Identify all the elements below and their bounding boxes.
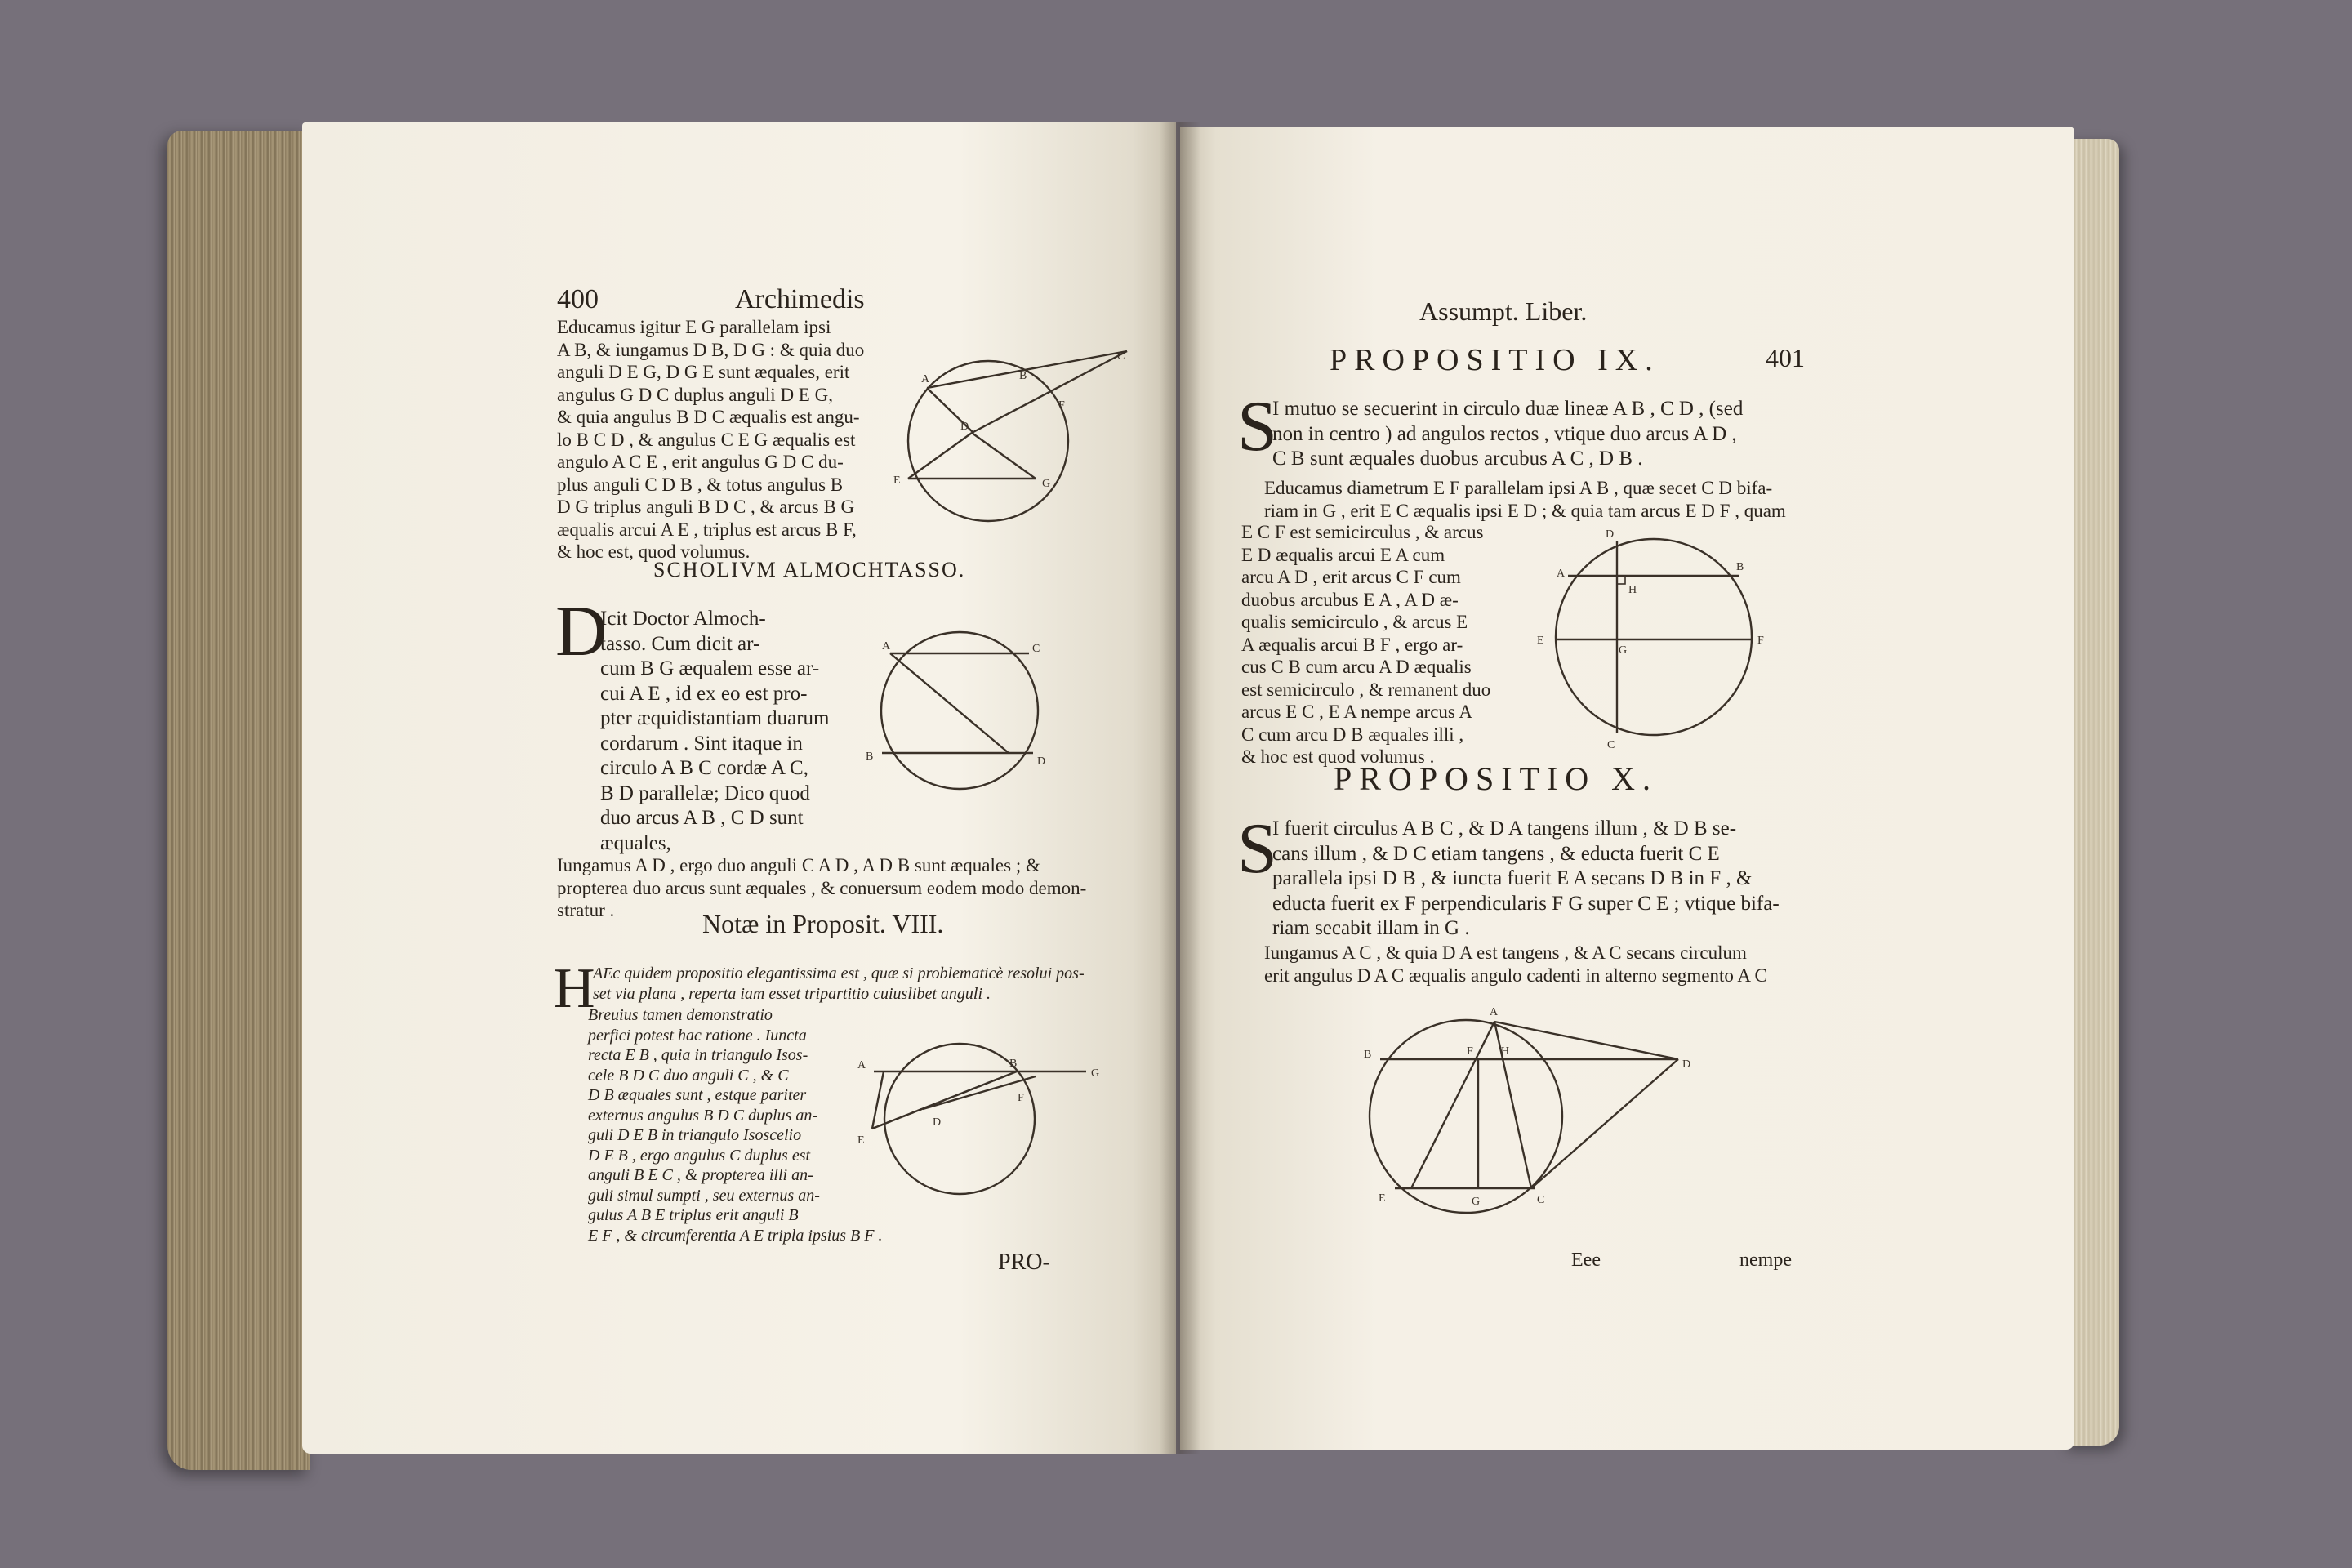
fig1-label-c: C: [1117, 350, 1125, 363]
fig1-label-e: E: [893, 474, 901, 487]
fig3-label-a: A: [858, 1059, 866, 1071]
fig4-label-b: B: [1736, 561, 1744, 573]
fig5-label-c: C: [1537, 1194, 1545, 1206]
fig1-label-d: D: [960, 421, 969, 433]
fig4-label-c: C: [1607, 739, 1615, 751]
fig3-label-b: B: [1009, 1058, 1018, 1070]
figure-notae: [841, 1037, 1119, 1217]
fig3-label-d: D: [933, 1116, 942, 1129]
fig5-label-g: G: [1472, 1196, 1481, 1208]
fig5-label-f: F: [1467, 1045, 1473, 1058]
fig4-label-h: H: [1628, 584, 1637, 596]
fig2-label-c: C: [1032, 643, 1040, 655]
fig4-label-e: E: [1537, 635, 1544, 647]
book-page-edges-left: [167, 131, 310, 1470]
right-page-number: 401: [1766, 343, 1805, 372]
right-running-head: Assumpt. Liber.: [1419, 296, 1588, 326]
prop9-proof-narrow: E C F est semicirculus , & arcus E D æqualis arcui E A cum arcu A D , erit arcus C F cum duobus arcubus E A , A D æ- qualis semicirculo , & arcus E A æqualis arcui B F , ergo ar- cus C B cum arcu A D æqualis est semicirculo , & remanent duo arcus E C , E A nempe arcus A C cum arcu D B æquales illi , & hoc est quod volumus .: [1241, 522, 1491, 767]
scholium-title: SCHOLIVM ALMOCHTASSO.: [653, 558, 966, 581]
figure-scholium: [858, 621, 1086, 808]
prop10-proof: Iungamus A C , & quia D A est tangens , & A C secans circulum erit angulus D A C æqualis angulo cadenti in alterno segmento A C: [1264, 942, 1767, 986]
figure-prop9: [1527, 523, 1805, 760]
fig2-label-b: B: [866, 751, 874, 763]
notae-title: Notæ in Proposit. VIII.: [702, 909, 944, 938]
fig2-label-d: D: [1037, 755, 1046, 768]
fig1-label-a: A: [921, 373, 930, 385]
fig2-label-a: A: [882, 640, 891, 653]
left-running-head: Archimedis: [735, 284, 865, 314]
left-page-number: 400: [557, 284, 599, 314]
prop9-proof-full: Educamus diametrum E F parallelam ipsi A B , quæ secet C D bifa- riam in G , erit E C æqualis ipsi E D ; & quia tam arcus E D F , quam: [1264, 478, 1786, 521]
figure-prop8: [882, 327, 1143, 539]
prop9-statement: I mutuo se secuerint in circulo duæ lineæ A B , C D , (sed non in centro ) ad angulos rectos , vtique duo arcus A D , C B sunt æquales duobus arcubus A C , D B .: [1272, 398, 1744, 470]
scholium-text: Icit Doctor Almoch- tasso. Cum dicit ar- cum B G æqualem esse ar- cui A E , id ex eo est pro- pter æquidistantiam duarum cordarum . Sint itaque in circulo A B C cordæ A C, B D parallelæ; Dico quod duo arcus A B , C D sunt æquales,: [600, 608, 830, 854]
prop10-dropcap: S: [1237, 809, 1277, 889]
fig3-label-e: E: [858, 1134, 865, 1147]
prop9-dropcap: S: [1237, 387, 1277, 466]
fig4-label-g: G: [1619, 644, 1628, 657]
fig4-label-a: A: [1557, 568, 1566, 580]
fig4-label-f: F: [1757, 635, 1764, 647]
fig5-label-a: A: [1490, 1006, 1499, 1018]
fig1-label-b: B: [1019, 370, 1027, 382]
book-gutter: [1160, 122, 1200, 1454]
fig5-label-b: B: [1364, 1049, 1372, 1061]
right-catchword: nempe: [1740, 1250, 1792, 1271]
notae-rest: Breuius tamen demonstratio perfici potest hac ratione . Iuncta recta E B , quia in triangulo Isos- cele B D C duo anguli C , & C D B æquales sunt , estque pariter externus angulus B D C duplus an- guli D E B in triangulo Isoscelio D E B , ergo angulus C duplus est anguli B E C , & propterea illi an- guli simul sumpti , seu externus an- gulus A B E triplus erit anguli B E F , & circumferentia A E tripla ipsius B F .: [588, 1006, 883, 1245]
fig4-label-d: D: [1606, 528, 1615, 541]
fig5-label-d: D: [1682, 1058, 1691, 1071]
fig3-label-f: F: [1018, 1092, 1024, 1104]
fig5-label-h: H: [1501, 1045, 1510, 1058]
fig5-label-e: E: [1379, 1192, 1386, 1205]
prop10-title: PROPOSITIO X.: [1334, 760, 1659, 797]
fig1-label-g: G: [1042, 478, 1051, 490]
notae-dropcap: H: [554, 957, 595, 1020]
left-para1: Educamus igitur E G parallelam ipsi A B, & iungamus D B, D G : & quia duo anguli D E G, D G E sunt æquales, erit angulus G D C duplus anguli D E G, & quia angulus B D C æqualis est angu- lo B C D , & angulus C E G æqualis est angulo A C E , erit angulus G D C du- plus anguli C D B , & totus angulus B D G triplus anguli B D C , & arcus B G æqualis arcui A E , triplus est arcus B F, & hoc est, quod volumus.: [557, 317, 865, 562]
notae-first: AEc quidem propositio elegantissima est , quæ si problematicè resolui pos- set via plana , reperta iam esset tripartitio cuiuslibet anguli .: [593, 964, 1085, 1003]
scholium-tail: Iungamus A D , ergo duo anguli C A D , A D B sunt æquales ; & propterea duo arcus sunt æquales , & conuersum eodem modo demon- stratur .: [557, 855, 1087, 920]
prop10-statement: I fuerit circulus A B C , & D A tangens illum , & D B se- cans illum , & D C etiam tangens , & educta fuerit C E parallela ipsi D B , & iuncta fuerit E A secans D B in F , & educta fuerit ex F perpendicularis F G super C E ; vtique bifa- riam secabit illam in G .: [1272, 817, 1780, 939]
prop9-title: PROPOSITIO IX.: [1330, 343, 1660, 377]
left-catchword: PRO-: [998, 1250, 1050, 1275]
fig1-label-f: F: [1058, 399, 1065, 412]
figure-prop10: [1356, 1000, 1715, 1237]
scholium-dropcap: D: [555, 592, 608, 671]
fig3-label-g: G: [1091, 1067, 1100, 1080]
signature-mark: Eee: [1571, 1250, 1601, 1271]
